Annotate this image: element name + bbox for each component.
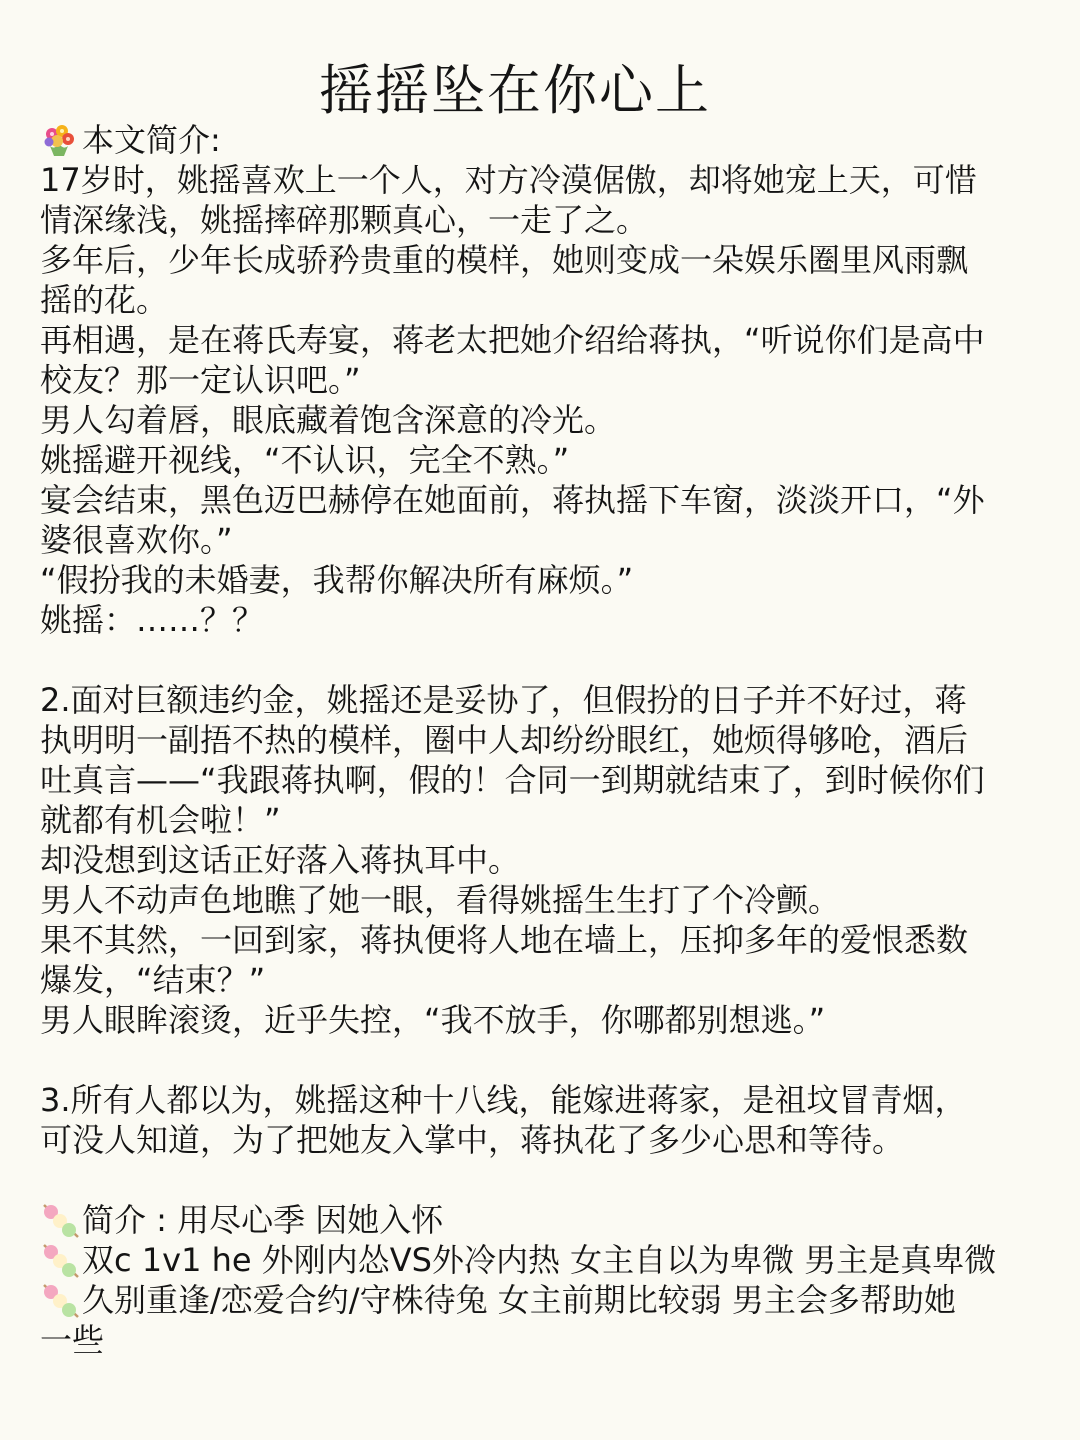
paragraph-gap (40, 1040, 1050, 1080)
text-line: 摇的花。 (40, 281, 169, 319)
text-line: 却没想到这话正好落入蒋执耳中。 (40, 841, 521, 879)
document-body (40, 120, 1050, 1360)
paragraph-gap (40, 1160, 1050, 1200)
paragraph-gap (40, 640, 1050, 680)
text-line: 就都有机会啦！” (40, 801, 281, 839)
dango-icon (40, 1281, 80, 1319)
text-line: 姚摇：……？？ (40, 601, 265, 639)
text-line: 果不其然，一回到家，蒋执便将人地在墙上，压抑多年的爱恨悉数 (40, 921, 969, 959)
text-line: 男人眼眸滚烫，近乎失控，“我不放手，你哪都别想逃。” (40, 1001, 826, 1039)
tag-text: 简介 : 用尽心季 因她入怀 (82, 1201, 444, 1239)
text-line: 吐真言——“我跟蒋执啊，假的！合同一到期就结束了，到时候你们 (40, 761, 985, 799)
flower-bouquet-icon (40, 122, 78, 158)
text-line: 可没人知道，为了把她友入掌中，蒋执花了多少心思和等待。 (40, 1121, 905, 1159)
text-line: 2.面对巨额违约金，姚摇还是妥协了，但假扮的日子并不好过，蒋 (40, 681, 967, 719)
tag-text: 双c 1v1 he 外刚内怂VS外冷内热 女主自以为卑微 男主是真卑微 (82, 1241, 997, 1279)
tag-line (40, 1240, 1050, 1280)
tag-text: 久别重逢/恋爱合约/守株待兔 女主前期比较弱 男主会多帮助她 (82, 1281, 956, 1319)
text-line: 爆发，“结束？” (40, 961, 266, 999)
tag-line (40, 1200, 1050, 1240)
page-title: 摇摇坠在你心上 (319, 59, 711, 122)
text-line: 一些 (40, 1321, 105, 1359)
text-line: 17岁时，姚摇喜欢上一个人，对方冷漠倨傲，却将她宠上天，可惜 (40, 161, 977, 199)
text-line: 婆很喜欢你。” (40, 521, 233, 559)
text-line: 姚摇避开视线，“不认识，完全不熟。” (40, 441, 570, 479)
text-line: 3.所有人都以为，姚摇这种十八线，能嫁进蒋家，是祖坟冒青烟， (40, 1081, 967, 1119)
intro-header-text: 本文简介: (82, 121, 221, 159)
text-line: 宴会结束，黑色迈巴赫停在她面前，蒋执摇下车窗，淡淡开口，“外 (40, 481, 985, 519)
dango-icon (40, 1201, 80, 1239)
text-line: 男人勾着唇，眼底藏着饱含深意的冷光。 (40, 401, 617, 439)
tag-line (40, 1280, 1050, 1320)
text-line: 执明明一副捂不热的模样，圈中人却纷纷眼红，她烦得够呛，酒后 (40, 721, 969, 759)
text-line: 多年后，少年长成骄矜贵重的模样，她则变成一朵娱乐圈里风雨飘 (40, 241, 969, 279)
dango-icon (40, 1241, 80, 1279)
text-line: 校友？那一定认识吧。” (40, 361, 361, 399)
text-line: 情深缘浅，姚摇摔碎那颗真心，一走了之。 (40, 201, 649, 239)
intro-header (40, 120, 1050, 160)
text-line: 再相遇，是在蒋氏寿宴，蒋老太把她介绍给蒋执，“听说你们是高中 (40, 321, 985, 359)
text-line: “假扮我的未婚妻，我帮你解决所有麻烦。” (40, 561, 634, 599)
text-line: 男人不动声色地瞧了她一眼，看得姚摇生生打了个冷颤。 (40, 881, 841, 919)
